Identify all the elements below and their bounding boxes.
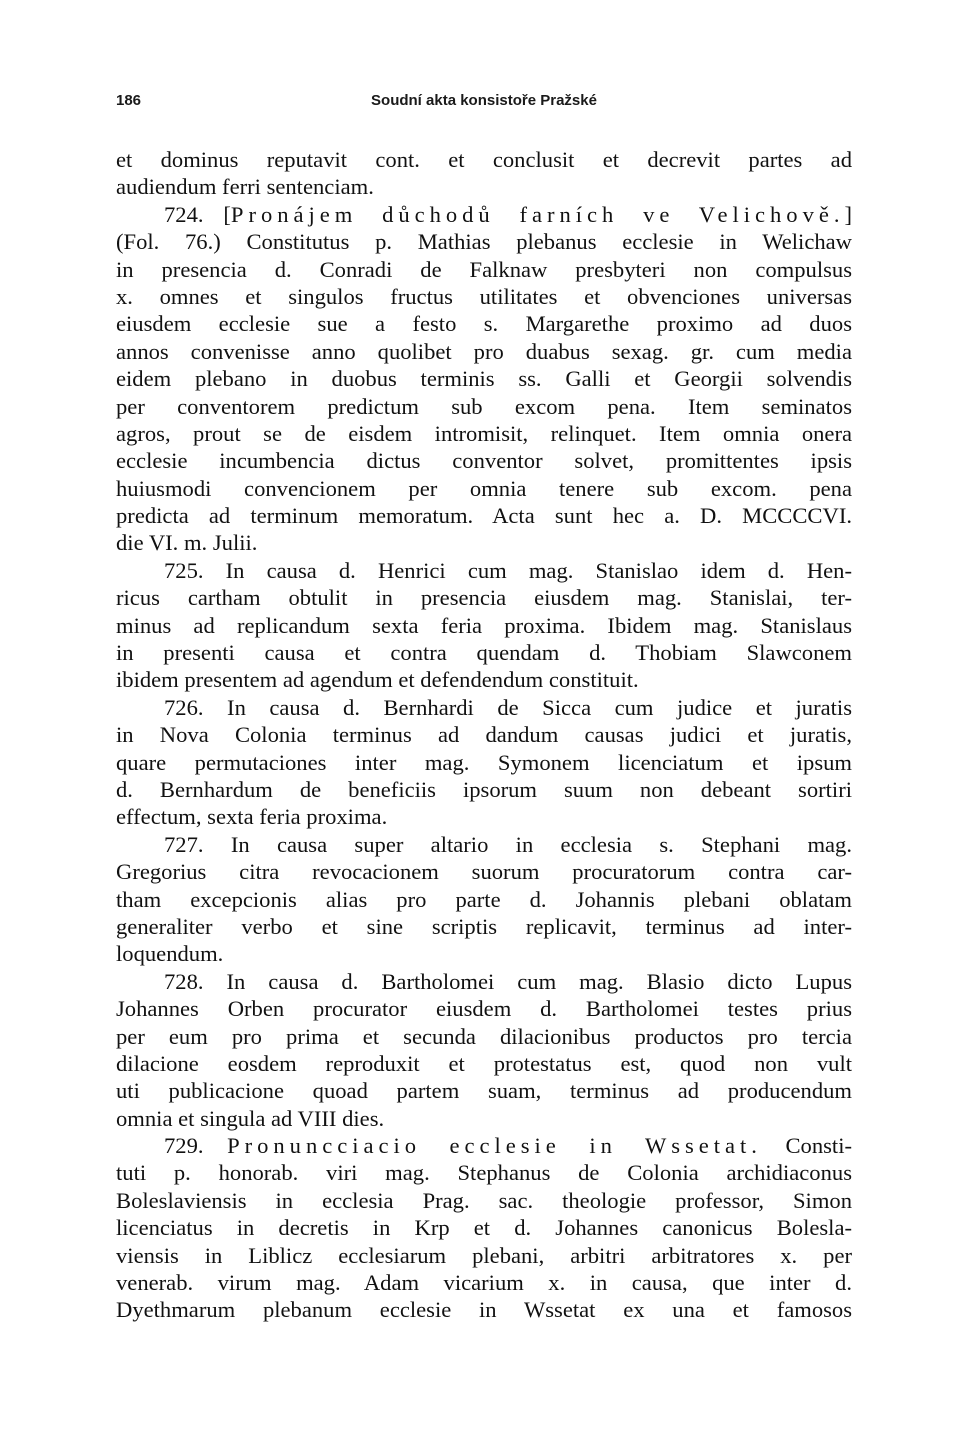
text-line: die VI. m. Julii. [116, 530, 258, 556]
text-line: ecclesie incumbencia dictus conventor solvet, promittentes ipsis [116, 448, 852, 474]
text-line: omnia et singula ad VIII dies. [116, 1105, 385, 1131]
text-line: effectum, sexta feria proxima. [116, 804, 388, 830]
text-line: Johannes Orben procurator eiusdem d. Bartholomei testes prius [116, 996, 852, 1022]
text-line: 728. In causa d. Bartholomei cum mag. Blasio dicto Lupus [164, 968, 852, 994]
text-line: eiusdem ecclesie sue a festo s. Margarethe proximo ad duos [116, 311, 852, 337]
text-line: in presencia d. Conradi de Falknaw presbyteri non compulsus [116, 256, 852, 282]
text-line: viensis in Liblicz ecclesiarum plebani, arbitri arbitratores x. per [116, 1242, 852, 1268]
text-line: quare permutaciones inter mag. Symonem licenciatum et ipsum [116, 749, 852, 775]
text-line: x. omnes et singulos fructus utilitates et obvenciones universas [116, 283, 852, 309]
text-line: huiusmodi convencionem per omnia tenere sub excom. pena [116, 475, 852, 501]
text-line: minus ad replicandum sexta feria proxima. Ibidem mag. Stanislaus [116, 612, 852, 638]
text-line: per eum pro prima et secunda dilacionibus productos pro tercia [116, 1023, 852, 1049]
text-line: agros, prout se de eisdem intromisit, relinquet. Item omnia onera [116, 420, 852, 446]
text-line: Boleslaviensis in ecclesia Prag. sac. theologie professor, Simon [116, 1187, 852, 1213]
text-line: licenciatus in decretis in Krp et d. Johannes canonicus Bolesla- [116, 1215, 852, 1241]
text-line: tham excepcionis alias pro parte d. Johannis plebani oblatam [116, 886, 852, 912]
text-line: predicta ad terminum memoratum. Acta sunt hec a. D. MCCCCVI. [116, 503, 852, 529]
spaced-heading: Pronájem důchodů farních ve Velichově. [230, 201, 845, 227]
text-line: audiendum ferri sentenciam. [116, 174, 374, 200]
text-line: uti publicacione quoad partem suam, terminus ad producendum [116, 1078, 852, 1104]
page-number: 186 [116, 92, 142, 109]
text-line: 725. In causa d. Henrici cum mag. Stanislao idem d. Hen- [164, 557, 852, 583]
text-line: (Fol. 76.) Constitutus p. Mathias plebanus ecclesie in Welichaw [116, 229, 852, 255]
text-line: et dominus reputavit cont. et conclusit et decrevit partes ad [116, 147, 852, 172]
text-line: 729. Pronuncciacio ecclesie in Wssetat. Consti- [164, 1133, 853, 1159]
text-line: venerab. virum mag. Adam vicarium x. in causa, que inter d. [116, 1270, 852, 1296]
text-line: 726. In causa d. Bernhardi de Sicca cum judice et juratis [164, 694, 852, 720]
text-line: per conventorem predictum sub excom pena. Item seminatos [116, 393, 852, 419]
text-line: loquendum. [116, 941, 224, 967]
text-line: Gregorius citra revocacionem suorum procuratorum contra car- [116, 859, 852, 885]
text-line: ricus cartham obtulit in presencia eiusdem mag. Stanislai, ter- [116, 585, 852, 611]
page-header [116, 92, 852, 116]
text-line: 727. In causa super altario in ecclesia s. Stephani mag. [164, 831, 852, 857]
text-line: 724. [Pronájem důchodů farních ve Velichově.] [164, 201, 852, 227]
running-title: Soudní akta konsistoře Pražské [371, 92, 597, 109]
text-line: ibidem presentem ad agendum et defendendum constituit. [116, 667, 639, 693]
text-line: annos convenisse anno quolibet pro duabus sexag. gr. cum media [116, 338, 852, 364]
text-line: in presenti causa et contra quendam d. Thobiam Slawconem [116, 640, 852, 666]
spaced-heading: Pronuncciacio ecclesie in Wssetat. [227, 1133, 762, 1159]
text-line: dilacione eosdem reproduxit et protestatus est, quod non vult [116, 1050, 852, 1076]
text-line: in Nova Colonia terminus ad dandum causas judici et juratis, [116, 722, 852, 748]
text-line: Dyethmarum plebanum ecclesie in Wssetat ex una et famosos [116, 1297, 852, 1323]
text-line: generaliter verbo et sine scriptis replicavit, terminus ad inter- [116, 913, 852, 939]
text-line: eidem plebano in duobus terminis ss. Galli et Georgii solvendis [116, 366, 852, 392]
body-text [116, 146, 852, 1324]
text-line: d. Bernhardum de beneficiis ipsorum suum non debeant sortiri [116, 776, 852, 802]
text-line: tuti p. honorab. viri mag. Stephanus de Colonia archidiaconus [116, 1160, 852, 1186]
